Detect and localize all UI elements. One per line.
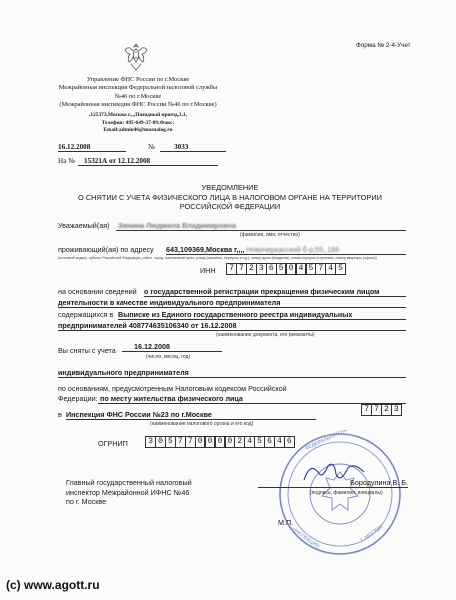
inn-digit: 5 xyxy=(306,263,317,275)
address-value xyxy=(166,245,406,255)
address-line: Email:admin46@mosnalog.ru xyxy=(103,127,173,134)
signer-name: Бородулина В. Б. xyxy=(258,478,408,488)
coat-of-arms-icon xyxy=(121,40,151,74)
address-visible: 643,109369,Москва г,,,, xyxy=(166,245,245,254)
inn-label: ИНН xyxy=(200,266,216,275)
ref-value: 15321А от 12.12.2008 xyxy=(78,157,218,166)
title-line: УВЕДОМЛЕНИЕ xyxy=(201,183,259,192)
authority-code-cells xyxy=(362,404,402,416)
grounds-value: по месту жительства физического лица xyxy=(98,394,406,404)
ref-label: На № xyxy=(58,157,76,165)
position-line: Главный государственный налоговый xyxy=(66,478,192,487)
address-blurred: Новочеркасский б-р,55,,186 xyxy=(246,245,340,254)
svg-text:Г. МОСКВЕ: Г. МОСКВЕ xyxy=(359,523,385,544)
basis-line2: деятельности в качестве индивидуального предпринимателя xyxy=(58,298,406,308)
reg-number-prefix: № xyxy=(148,143,155,151)
ogrnip-digit: 7 xyxy=(185,436,196,448)
inn-digit: 0 xyxy=(286,263,297,275)
svg-text:ФЕДЕРАЛЬНАЯ НАЛОГОВАЯ: ФЕДЕРАЛЬНАЯ НАЛОГОВАЯ xyxy=(304,430,370,452)
ogrnip-digit: 0 xyxy=(215,436,226,448)
authority-caption: (наименование налогового органа и его код) xyxy=(150,421,254,427)
ogrnip-digit: 3 xyxy=(145,436,156,448)
authority-code-digit: 2 xyxy=(381,404,392,416)
basis-label: на основании сведений xyxy=(58,287,137,296)
title-line: РОССИЙСКОЙ ФЕДЕРАЦИИ xyxy=(179,202,281,211)
ogrnip-digit: 4 xyxy=(244,436,255,448)
inn-digit: 6 xyxy=(266,263,277,275)
ogrnip-digit: 6 xyxy=(284,436,295,448)
ogrnip-digit: 5 xyxy=(165,436,176,448)
person-label: Уважаемый(ая) xyxy=(58,221,110,230)
basis-line1: о государственной регистрации прекращения физическим лицом xyxy=(144,287,406,297)
ogrnip-digit: 5 xyxy=(254,436,265,448)
org-line: №46 по г.Москве xyxy=(114,92,162,100)
ogrnip-label: ОГРНИП xyxy=(98,439,128,448)
inn-digit: 7 xyxy=(236,263,247,275)
ogrnip-digit: 0 xyxy=(195,436,206,448)
inn-digit: 5 xyxy=(276,263,287,275)
ogrnip-digit: 4 xyxy=(274,436,285,448)
authority-code-digit: 7 xyxy=(371,404,382,416)
address-line: ,125373,Москва г.,,,Походный проезд,3,1, xyxy=(89,112,187,118)
inn-digit: 7 xyxy=(226,263,237,275)
inn-digit: 5 xyxy=(335,263,346,275)
removed-as: индивидуального предпринимателя xyxy=(58,368,406,378)
org-line: (Межрайонная инспекция ФНС России №46 по г.Москве) xyxy=(59,101,217,109)
document-title xyxy=(60,183,400,212)
inn-digit: 2 xyxy=(246,263,257,275)
removed-caption: (число, месяц, год) xyxy=(146,354,191,360)
authority-code-digit: 3 xyxy=(391,404,402,416)
org-header xyxy=(38,76,238,110)
address-label: проживающий(ая) по адресу xyxy=(58,245,154,254)
inn-digit: 7 xyxy=(315,263,326,275)
ogrnip-digit: 6 xyxy=(264,436,275,448)
position-line: инспектор Межрайонной ИФНС №46 xyxy=(66,487,190,497)
svg-text:ИНСПЕКЦИЯ: ИНСПЕКЦИЯ xyxy=(290,526,321,550)
ogrnip-digit: 0 xyxy=(155,436,166,448)
grounds-line1: по основаниям, предусмотренным Налоговым кодексом Российской xyxy=(58,384,287,393)
removed-label: Вы сняты с учета xyxy=(58,346,116,355)
ogrnip-digit: 2 xyxy=(234,436,245,448)
inn-digit: 3 xyxy=(256,263,267,275)
ogrnip-cells xyxy=(146,436,295,448)
ogrnip-digit: 0 xyxy=(225,436,236,448)
signer-position xyxy=(66,478,192,507)
watermark: (c) www.agott.ru xyxy=(6,578,100,592)
reg-number: 3033 xyxy=(160,143,226,152)
authority-name: Инспекция ФНС России №23 по г.Москве xyxy=(66,410,316,420)
reg-date: 16.12.2008 xyxy=(58,143,126,152)
person-name-value: Зинина Людмила Владимировна xyxy=(118,221,236,230)
ogrnip-digit: 7 xyxy=(175,436,186,448)
doc-line1: Выписке из Единого государственного реестра индивидуальных xyxy=(118,310,406,320)
authority-code-digit: 7 xyxy=(361,404,372,416)
form-label: Форма № 2-4-Учет xyxy=(356,42,411,49)
mp-label: М.П. xyxy=(278,518,294,527)
org-line: Межрайонная инспекция Федеральной налоговой службы xyxy=(58,84,218,92)
address-line: Телефон: 495-649-37-09;Факс: xyxy=(101,119,175,126)
inn-digit: 4 xyxy=(325,263,336,275)
contains-label: содержащихся в xyxy=(58,310,114,319)
person-name xyxy=(116,221,406,231)
doc-line2: предпринимателей 408774635106340 от 16.12.2008 xyxy=(58,321,406,331)
inn-cells xyxy=(227,263,346,275)
inn-digit: 4 xyxy=(296,263,307,275)
org-line: Управление ФНС России по г.Москве xyxy=(86,76,190,83)
person-caption: (фамилия, имя, отчество) xyxy=(240,232,300,238)
doc-caption: (наименование документа, его реквизиты) xyxy=(216,332,315,338)
position-line: по г. Москве xyxy=(66,497,107,506)
title-line: О СНЯТИИ С УЧЕТА ФИЗИЧЕСКОГО ЛИЦА В НАЛОГОВОМ ОРГАНЕ НА ТЕРРИТОРИИ xyxy=(78,192,382,202)
grounds-prefix: Федерации: xyxy=(58,394,98,403)
authority-prefix: в xyxy=(58,410,62,419)
ogrnip-digit: 0 xyxy=(205,436,216,448)
signature-caption: (подпись, фамилия, инициалы) xyxy=(310,490,383,496)
org-address xyxy=(38,112,238,135)
address-caption: (почтовый индекс, субъект Российской Федерации, район, город, населенный пункт, улица (проспект, переулок и т.д.), номер дома (владения), номер корпуса (строения), номер квартиры (офиса)) xyxy=(58,256,377,260)
removed-date: 16.12.2008 xyxy=(122,342,222,352)
